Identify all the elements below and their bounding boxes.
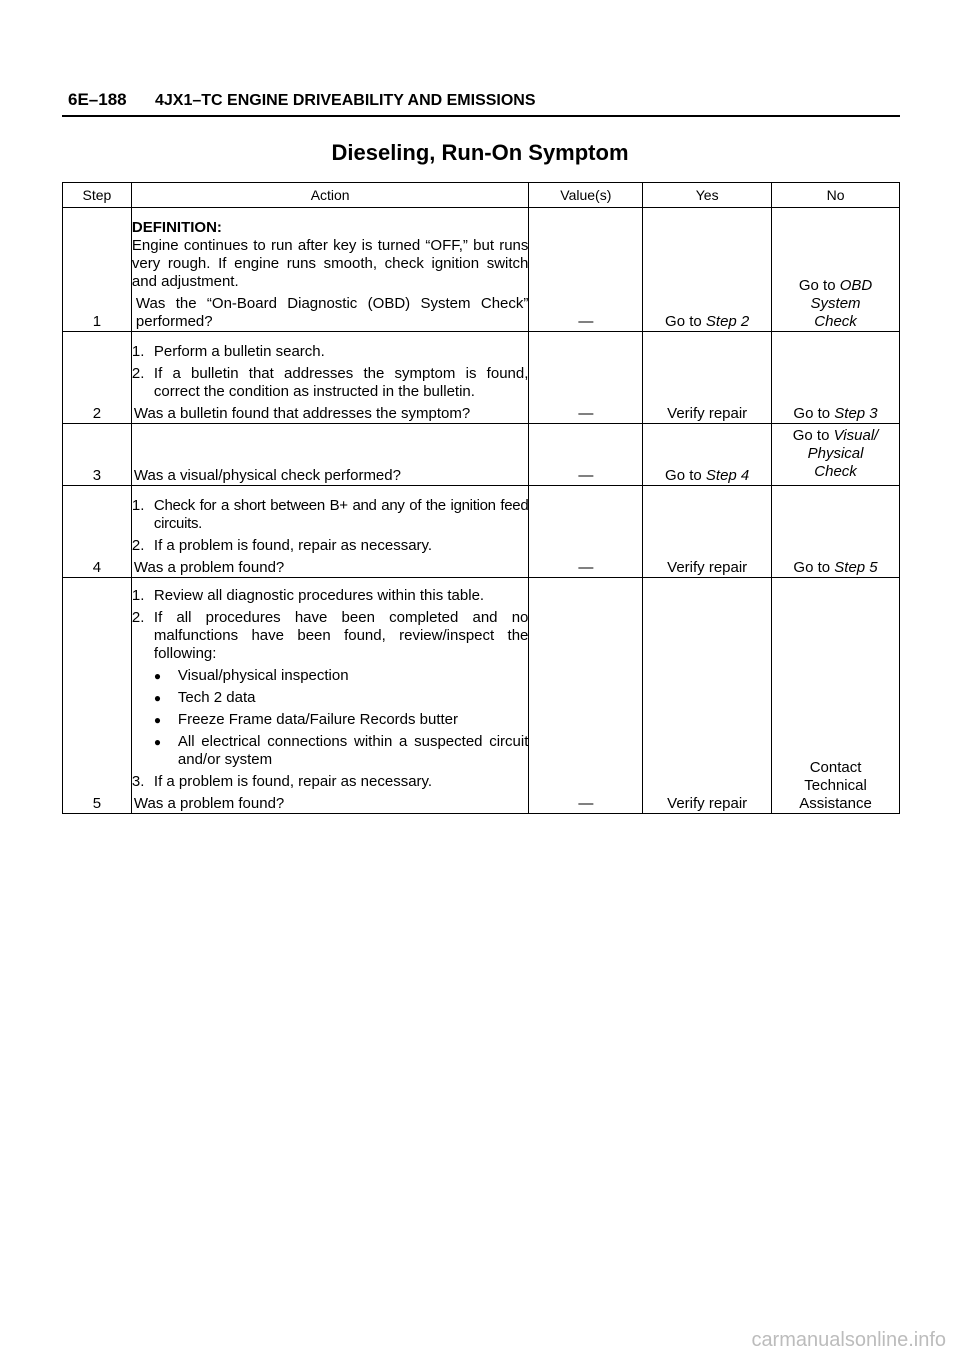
- no-cell: [772, 486, 900, 578]
- step-question: Was a visual/physical check performed?: [133, 467, 401, 484]
- yes-prefix: Go to: [665, 313, 706, 330]
- step-question: Was a problem found?: [133, 795, 285, 812]
- item-text: Check for a short between B+ and any of the ignition feed circuits.: [153, 497, 529, 532]
- yes-cell: Verify repair: [643, 486, 772, 578]
- item-number: 1.: [131, 497, 145, 514]
- action-item: [132, 587, 528, 605]
- item-number: 2.: [131, 365, 145, 382]
- definition-label: DEFINITION:: [131, 219, 222, 236]
- no-ref-line-3: Check: [814, 463, 857, 480]
- column-header-values: Value(s): [529, 183, 643, 208]
- table-row: [63, 208, 900, 332]
- no-cell: [772, 332, 900, 424]
- bullet-icon: ●: [153, 691, 162, 705]
- action-item: [132, 609, 528, 663]
- item-text: Review all diagnostic procedures within this table.: [153, 587, 485, 604]
- action-cell: [131, 486, 528, 578]
- item-number: 2.: [131, 537, 145, 554]
- bullet-icon: ●: [153, 735, 162, 749]
- action-item: [132, 365, 528, 401]
- no-ref-line-1: OBD: [839, 277, 873, 294]
- step-number: 5: [63, 578, 132, 814]
- item-text: If a problem is found, repair as necessary.: [153, 773, 433, 790]
- definition-text: Engine continues to run after key is turned “OFF,” but runs very rough. If engine runs smooth, check ignition switch and adjustment.: [131, 237, 529, 290]
- bullet-icon: ●: [153, 713, 162, 727]
- action-item: [132, 343, 528, 361]
- action-cell: [131, 424, 528, 486]
- no-prefix: Go to: [792, 427, 834, 444]
- item-number: 3.: [131, 773, 145, 790]
- column-header-step: Step: [63, 183, 132, 208]
- no-line-1: Contact: [809, 759, 862, 776]
- value-cell: —: [529, 332, 643, 424]
- item-text: If all procedures have been completed and no malfunctions have been found, review/inspect the following:: [153, 609, 529, 662]
- step-question: Was the “On-Board Diagnostic (OBD) System Check” performed?: [135, 295, 529, 330]
- table-row: [63, 486, 900, 578]
- table-row: [63, 424, 900, 486]
- page-number: 6E–188: [68, 90, 127, 109]
- bullet-text: All electrical connections within a suspected circuit and/or system: [177, 733, 529, 768]
- step-number: 1: [63, 208, 132, 332]
- page-title: Dieseling, Run-On Symptom: [331, 140, 629, 165]
- diagnostic-table: [62, 182, 900, 814]
- table-row: [63, 332, 900, 424]
- action-item: [132, 537, 528, 555]
- step-question: Was a bulletin found that addresses the symptom?: [133, 405, 471, 422]
- yes-step-ref: Step 2: [705, 313, 750, 330]
- item-number: 1.: [131, 587, 145, 604]
- action-item: [132, 773, 528, 791]
- bullet-text: Freeze Frame data/Failure Records butter: [177, 711, 459, 728]
- item-number: 2.: [131, 609, 145, 626]
- yes-cell: Verify repair: [643, 578, 772, 814]
- no-ref-line-3: Check: [814, 313, 857, 330]
- yes-step-ref: Step 4: [705, 467, 750, 484]
- step-question: Was a problem found?: [133, 559, 285, 576]
- no-line-2: Technical: [804, 777, 867, 794]
- no-cell: [772, 424, 900, 486]
- bullet-text: Visual/physical inspection: [177, 667, 349, 684]
- bullet-item: [132, 733, 528, 769]
- no-prefix: Go to: [798, 277, 840, 294]
- no-prefix: Go to: [793, 405, 835, 422]
- no-ref-line-2: Physical: [807, 445, 864, 462]
- column-header-no: No: [772, 183, 900, 208]
- watermark: carmanualsonline.info: [751, 1329, 946, 1351]
- no-cell: [772, 578, 900, 814]
- no-ref-line-2: System: [810, 295, 861, 312]
- no-ref-line-1: Visual/: [833, 427, 879, 444]
- header-rule: [62, 115, 900, 117]
- table-row: [63, 578, 900, 814]
- item-text: Perform a bulletin search.: [153, 343, 325, 360]
- no-line-3: Assistance: [799, 795, 872, 812]
- bullet-item: [132, 711, 528, 729]
- value-cell: —: [529, 208, 643, 332]
- no-prefix: Go to: [793, 559, 835, 576]
- no-step-ref: Step 3: [834, 405, 878, 422]
- bullet-item: [132, 667, 528, 685]
- item-text: If a bulletin that addresses the symptom is found, correct the condition as instructed in the bulletin.: [153, 365, 529, 400]
- bullet-icon: ●: [153, 669, 162, 683]
- section-title: 4JX1–TC ENGINE DRIVEABILITY AND EMISSIONS: [155, 92, 536, 109]
- yes-cell: Verify repair: [643, 332, 772, 424]
- yes-prefix: Go to: [665, 467, 706, 484]
- value-cell: —: [529, 486, 643, 578]
- step-number: 2: [63, 332, 132, 424]
- action-cell: [131, 332, 528, 424]
- item-text: If a problem is found, repair as necessary.: [153, 537, 433, 554]
- value-cell: —: [529, 578, 643, 814]
- value-cell: —: [529, 424, 643, 486]
- step-number: 4: [63, 486, 132, 578]
- item-number: 1.: [131, 343, 145, 360]
- yes-cell: [643, 208, 772, 332]
- action-item: [132, 497, 528, 533]
- bullet-item: [132, 689, 528, 707]
- no-cell: [772, 208, 900, 332]
- action-cell: [131, 578, 528, 814]
- column-header-action: Action: [131, 183, 528, 208]
- no-step-ref: Step 5: [834, 559, 878, 576]
- yes-cell: [643, 424, 772, 486]
- column-header-yes: Yes: [643, 183, 772, 208]
- table-header-row: [63, 183, 900, 208]
- step-number: 3: [63, 424, 132, 486]
- action-cell: [131, 208, 528, 332]
- bullet-text: Tech 2 data: [177, 689, 256, 706]
